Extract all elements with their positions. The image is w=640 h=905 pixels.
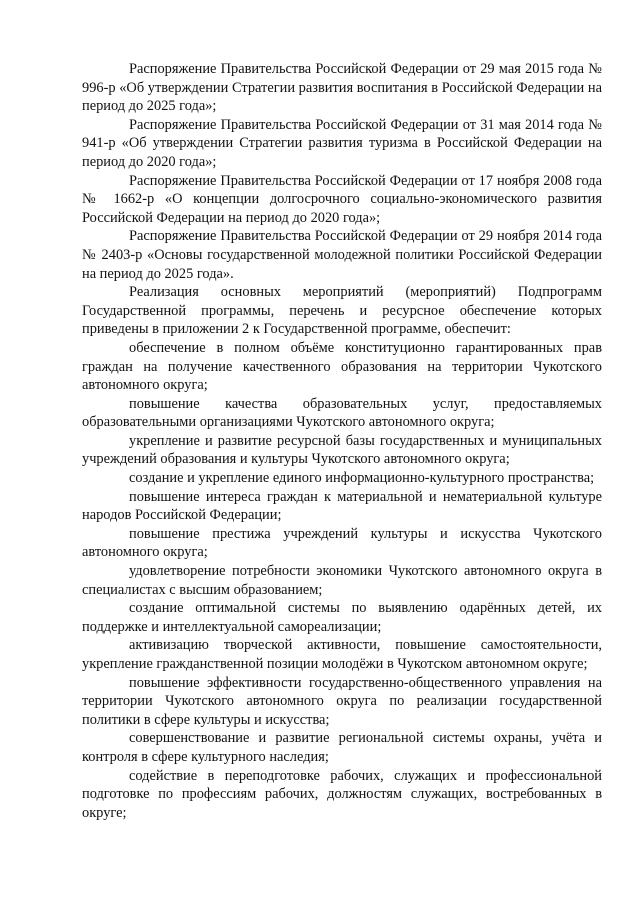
paragraph: повышение престижа учреждений культуры и искусства Чукотского автономного округа; [82, 525, 602, 561]
paragraph: повышение интереса граждан к материальной и нематериальной культуре народов Российской Федерации; [82, 488, 602, 524]
paragraph: Распоряжение Правительства Российской Федерации от 17 ноября 2008 года № 1662-р «О концепции долгосрочного социально-экономического развития Российской Федерации на период до 2020 года»; [82, 172, 602, 226]
paragraph: Распоряжение Правительства Российской Федерации от 29 мая 2015 года № 996-р «Об утверждении Стратегии развития воспитания в Российской Федерации на период до 2025 года»; [82, 61, 602, 115]
paragraph: создание и укрепление единого информационно-культурного пространства; [129, 470, 595, 487]
paragraph: Распоряжение Правительства Российской Федерации от 31 мая 2014 года № 941-р «Об утверждении Стратегии развития туризма в Российской Федерации на период до 2020 года»; [82, 116, 602, 170]
paragraph: создание оптимальной системы по выявлению одарённых детей, их поддержке и интеллектуальной самореализации; [82, 600, 602, 635]
paragraph: совершенствование и развитие региональной системы охраны, учёта и контроля в сфере культурного наследия; [82, 730, 602, 765]
paragraph: содействие в переподготовке рабочих, служащих и профессиональной подготовке по профессиям рабочих, должностям служащих, востребованных в округе; [82, 767, 602, 821]
paragraph: удовлетворение потребности экономики Чукотского автономного округа в специалистах с высшим образованием; [82, 563, 602, 598]
paragraph: обеспечение в полном объёме конституционно гарантированных прав граждан на получение качественного образования на территории Чукотского автономного округа; [82, 339, 602, 394]
paragraph: повышение качества образовательных услуг, предоставляемых образовательными организациями Чукотского автономного округа; [82, 395, 602, 431]
paragraph: активизацию творческой активности, повышение самостоятельности, укрепление гражданственной позиции молодёжи в Чукотском автономном округе; [82, 637, 602, 672]
paragraph: Распоряжение Правительства Российской Федерации от 29 ноября 2014 года № 2403-р «Основы государственной молодежной политики Российской Федерации на период до 2025 года». [82, 228, 602, 282]
paragraph: укрепление и развитие ресурсной базы государственных и муниципальных учреждений образования и культуры Чукотского автономного округа; [82, 432, 602, 468]
paragraph: повышение эффективности государственно-общественного управления на территории Чукотского автономного округа по реализации государственной политики в сфере культуры и искусства; [82, 674, 602, 728]
paragraph: Реализация основных мероприятий (мероприятий) Подпрограмм Государственной программы, перечень и ресурсное обеспечение которых приведены в приложении 2 к Государственной программе, обеспечит: [82, 284, 602, 338]
